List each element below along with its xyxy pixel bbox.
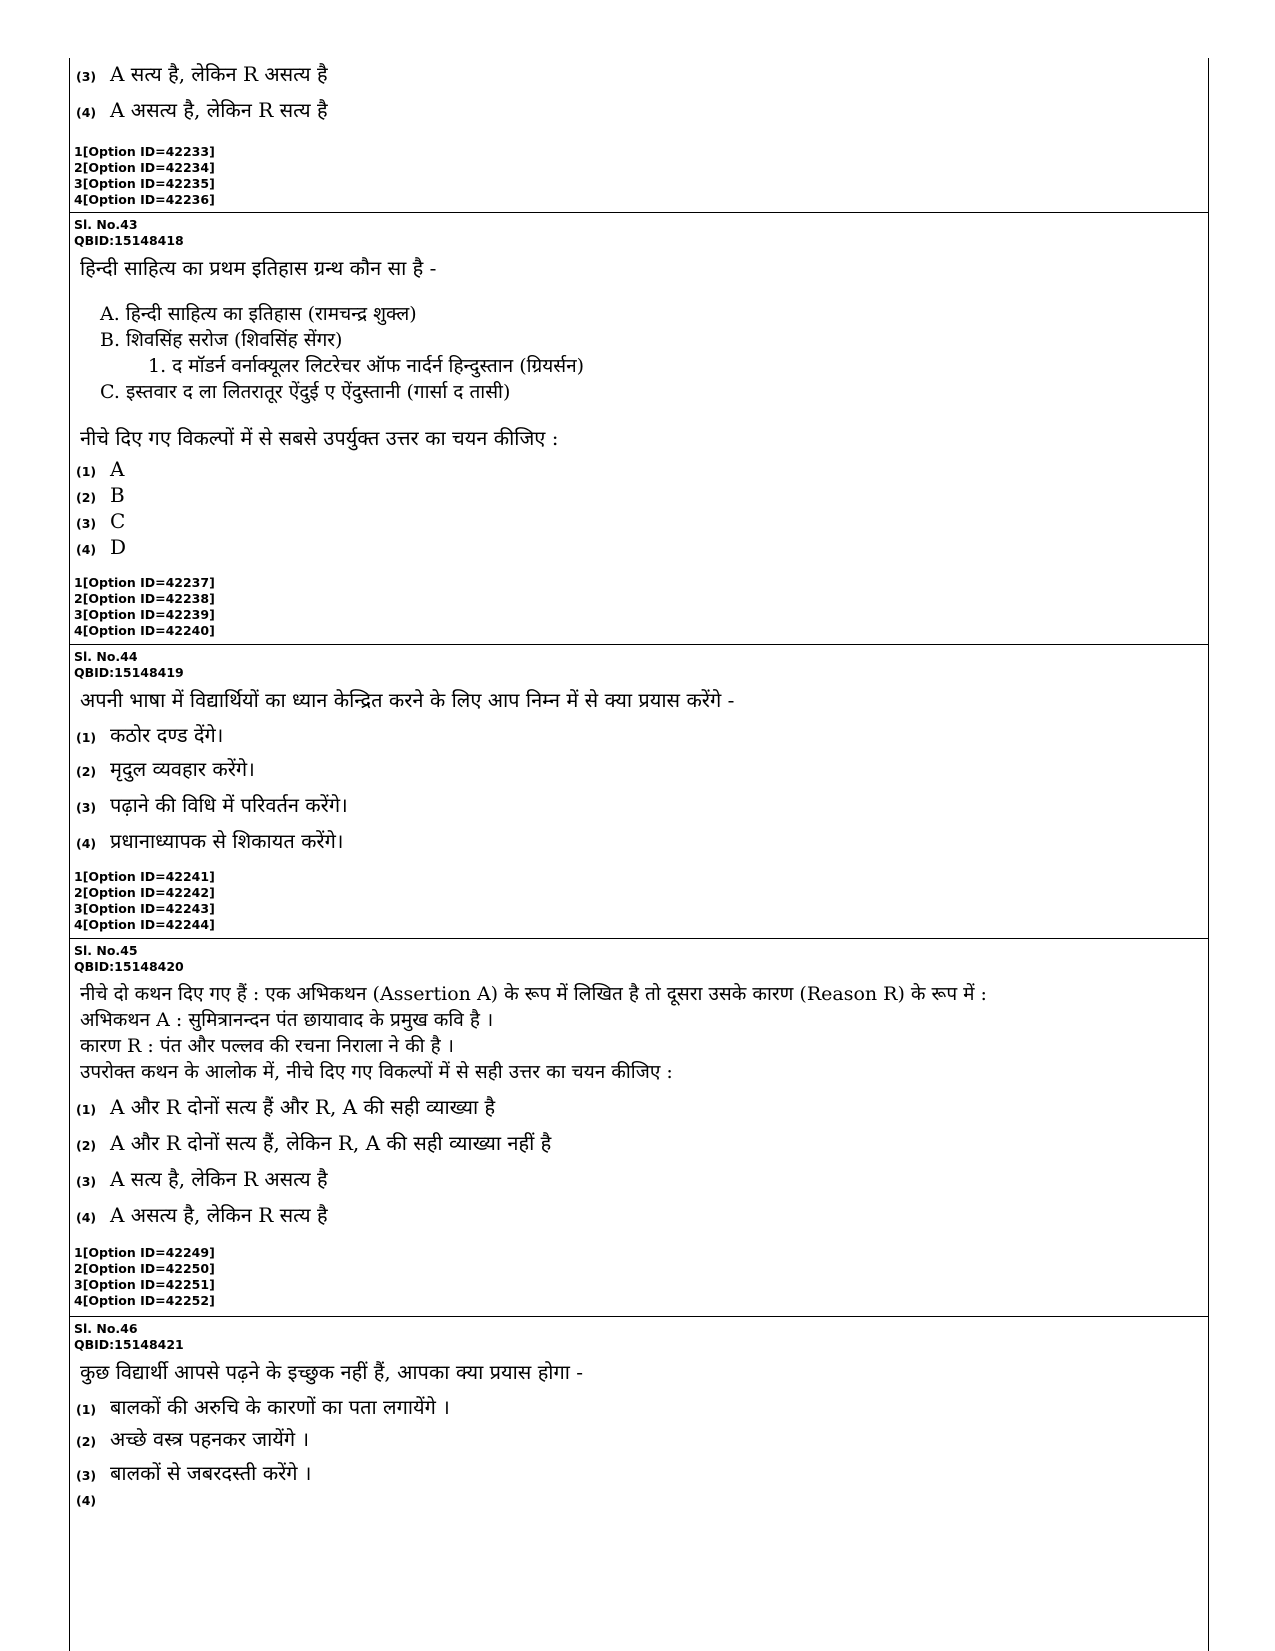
option-id: 2[Option ID=42238] — [74, 591, 215, 606]
option-number: (4) — [76, 836, 97, 851]
option-number: (3) — [76, 1174, 97, 1189]
question-block-45 — [70, 939, 1208, 1317]
qbid: QBID:15148421 — [74, 1337, 184, 1352]
option-text: D — [110, 535, 127, 559]
option-number: (1) — [76, 1402, 97, 1417]
question-text: हिन्दी साहित्य का प्रथम इतिहास ग्रन्थ कौन सा है - — [80, 256, 437, 280]
question-block-prev — [70, 58, 1208, 213]
option-text: A और R दोनों सत्य हैं, लेकिन R, A की सही व्याख्या नहीं है — [110, 1131, 552, 1155]
option-row — [74, 1133, 551, 1153]
option-row — [74, 511, 125, 531]
option-id: 1[Option ID=42237] — [74, 575, 215, 590]
option-number: (4) — [76, 1493, 97, 1508]
option-number: (2) — [76, 764, 97, 779]
question-item: C. इस्तवार द ला लितरातूर ऐंदुई ए ऐंदुस्तानी (गार्सा द तासी) — [100, 381, 511, 403]
option-id: 1[Option ID=42241] — [74, 869, 215, 884]
option-row — [74, 100, 328, 120]
option-id-list — [74, 144, 215, 208]
option-text: मृदुल व्यवहार करेंगे। — [110, 757, 255, 781]
option-text: C — [110, 509, 126, 533]
question-line: अभिकथन A : सुमित्रानन्दन पंत छायावाद के प्रमुख कवि है । — [80, 1009, 494, 1031]
option-text: A असत्य है, लेकिन R सत्य है — [110, 98, 328, 122]
question-text: कुछ विद्यार्थी आपसे पढ़ने के इच्छुक नहीं हैं, आपका क्या प्रयास होगा - — [80, 1360, 584, 1384]
serial-number: Sl. No.44 — [74, 649, 138, 664]
option-row — [74, 64, 328, 84]
option-row — [74, 795, 348, 815]
serial-number: Sl. No.45 — [74, 943, 138, 958]
option-row — [74, 1205, 328, 1225]
option-id: 2[Option ID=42234] — [74, 160, 215, 175]
question-block-43 — [70, 213, 1208, 645]
option-row — [74, 485, 125, 505]
option-text: A और R दोनों सत्य हैं और R, A की सही व्याख्या है — [110, 1095, 496, 1119]
instruction-text: नीचे दिए गए विकल्पों में से सबसे उपर्युक्त उत्तर का चयन कीजिए : — [80, 426, 559, 450]
option-number: (1) — [76, 1102, 97, 1117]
qbid: QBID:15148420 — [74, 959, 184, 974]
question-item: A. हिन्दी साहित्य का इतिहास (रामचन्द्र शुक्ल) — [100, 303, 417, 325]
option-row — [74, 725, 223, 745]
option-id: 2[Option ID=42242] — [74, 885, 215, 900]
question-block-46 — [70, 1317, 1208, 1549]
option-id-list — [74, 1245, 215, 1309]
option-row — [74, 1097, 495, 1117]
option-id: 3[Option ID=42243] — [74, 901, 215, 916]
option-number: (2) — [76, 490, 97, 505]
option-text: A सत्य है, लेकिन R असत्य है — [110, 1167, 328, 1191]
option-id-list — [74, 575, 215, 639]
option-id: 1[Option ID=42249] — [74, 1245, 215, 1260]
option-number: (1) — [76, 730, 97, 745]
qbid: QBID:15148419 — [74, 665, 184, 680]
option-row — [74, 459, 124, 479]
option-number: (4) — [76, 1210, 97, 1225]
serial-number: Sl. No.46 — [74, 1321, 138, 1336]
option-row — [74, 1493, 110, 1508]
question-item: B. शिवसिंह सरोज (शिवसिंह सेंगर) — [100, 329, 343, 351]
option-text: पढ़ाने की विधि में परिवर्तन करेंगे। — [110, 793, 348, 817]
question-paper-page — [69, 58, 1209, 1651]
serial-number: Sl. No.43 — [74, 217, 138, 232]
option-id: 2[Option ID=42250] — [74, 1261, 215, 1276]
question-line: कारण R : पंत और पल्लव की रचना निराला ने की है । — [80, 1035, 454, 1057]
option-text: B — [110, 483, 125, 507]
option-number: (1) — [76, 464, 97, 479]
qbid: QBID:15148418 — [74, 233, 184, 248]
option-id: 4[Option ID=42236] — [74, 192, 215, 207]
option-number: (3) — [76, 1468, 97, 1483]
question-text: अपनी भाषा में विद्यार्थियों का ध्यान केन्द्रित करने के लिए आप निम्न में से क्या प्रयास करेंगे - — [80, 688, 735, 712]
option-row — [74, 1397, 450, 1417]
question-block-44 — [70, 645, 1208, 939]
option-text: A सत्य है, लेकिन R असत्य है — [110, 62, 328, 86]
option-text: कठोर दण्ड देंगे। — [110, 723, 224, 747]
option-id: 4[Option ID=42244] — [74, 917, 215, 932]
option-row — [74, 759, 255, 779]
option-number: (4) — [76, 542, 97, 557]
option-text: प्रधानाध्यापक से शिकायत करेंगे। — [110, 829, 344, 853]
option-row — [74, 1463, 311, 1483]
option-number: (4) — [76, 105, 97, 120]
option-text: A असत्य है, लेकिन R सत्य है — [110, 1203, 328, 1227]
option-id: 3[Option ID=42239] — [74, 607, 215, 622]
option-row — [74, 831, 343, 851]
option-text: अच्छे वस्त्र पहनकर जायेंगे । — [110, 1427, 310, 1451]
option-text: A — [110, 457, 125, 481]
option-row — [74, 537, 126, 557]
option-number: (2) — [76, 1138, 97, 1153]
option-row — [74, 1169, 328, 1189]
option-number: (3) — [76, 800, 97, 815]
option-text: बालकों की अरुचि के कारणों का पता लगायेंगे । — [110, 1395, 450, 1419]
option-number: (3) — [76, 69, 97, 84]
option-id-list — [74, 869, 215, 933]
option-id: 4[Option ID=42240] — [74, 623, 215, 638]
option-id: 1[Option ID=42233] — [74, 144, 215, 159]
question-item: 1. द मॉडर्न वर्नाक्यूलर लिटरेचर ऑफ नार्दर्न हिन्दुस्तान (ग्रियर्सन) — [148, 355, 585, 377]
option-number: (3) — [76, 516, 97, 531]
option-row — [74, 1429, 309, 1449]
option-id: 3[Option ID=42235] — [74, 176, 215, 191]
option-id: 3[Option ID=42251] — [74, 1277, 215, 1292]
question-line: उपरोक्त कथन के आलोक में, नीचे दिए गए विकल्पों में से सही उत्तर का चयन कीजिए : — [80, 1061, 673, 1083]
option-number: (2) — [76, 1434, 97, 1449]
option-text: बालकों से जबरदस्ती करेंगे । — [110, 1461, 312, 1485]
question-line: नीचे दो कथन दिए गए हैं : एक अभिकथन (Assertion A) के रूप में लिखित है तो दूसरा उसके कारण (Reason R) के रूप में : — [80, 983, 987, 1005]
option-id: 4[Option ID=42252] — [74, 1293, 215, 1308]
